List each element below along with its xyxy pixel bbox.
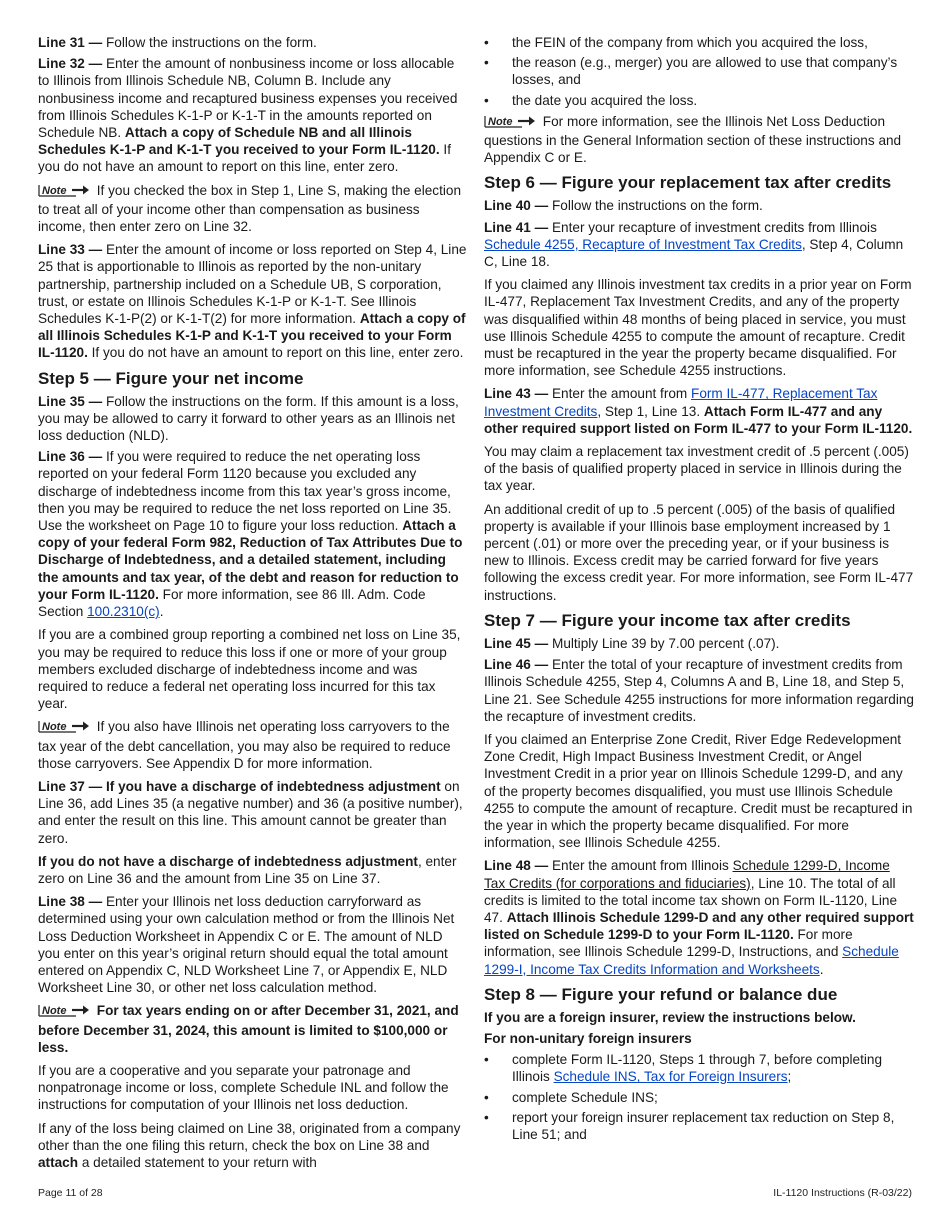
note-line-32: Note If you checked the box in Step 1, Line S, making the election to treat all of your income other than compensation as business income, then enter zero on Line 32. bbox=[38, 182, 462, 235]
page-number: Page 11 of 28 bbox=[38, 1187, 103, 1199]
list-item: • the FEIN of the company from which you acquired the loss, bbox=[484, 34, 914, 51]
non-unitary-subheading: For non-unitary foreign insurers bbox=[484, 1030, 692, 1046]
other-company-paragraph: If any of the loss being claimed on Line 38, originated from a company other than the one filing this return, check the box on Line 38 and attach a detailed statement to your return with bbox=[38, 1120, 461, 1170]
cooperative-paragraph: If you are a cooperative and you separate your patronage and nonpatronage income or loss, complete Schedule INL and follow the instructions for computation of your Illinois net loss deduction. bbox=[38, 1062, 449, 1113]
note-arrow-icon bbox=[38, 720, 90, 737]
note-limit: Note For tax years ending on or after December 31, 2021, and before December 31, 2024, this amount is limited to $100,000 or less. bbox=[38, 1003, 459, 1055]
line-31: Line 31 — Follow the instructions on the form. bbox=[38, 35, 317, 50]
note-nld: Note For more information, see the Illinois Net Loss Deduction questions in the General Information section of these instructions and Appendix C or E. bbox=[484, 113, 902, 166]
step-7-heading: Step 7 — Figure your income tax after credits bbox=[484, 610, 851, 630]
right-column bbox=[484, 34, 914, 1147]
svg-text:Note: Note bbox=[488, 115, 513, 128]
schedule-4255-link[interactable]: Schedule 4255, Recapture of Investment Tax Credits bbox=[484, 236, 802, 252]
note-arrow-icon bbox=[38, 184, 90, 201]
enterprise-zone-paragraph: If you claimed an Enterprise Zone Credit, River Edge Redevelopment Zone Credit, High Impact Business Investment Credit, or Angel Investment Credit in a prior year on Illinois Schedule 1299-D, and any of the property becomes disqualified, you must use Illinois Schedule 4255 to compute the amount of recapture. Credit must be recaptured in the year in which the property became disqualified. For more information, see Illinois Schedule 4255. bbox=[484, 731, 913, 851]
admin-code-link[interactable]: 100.2310(c) bbox=[87, 604, 160, 620]
line-45: Line 45 — Multiply Line 39 by 7.00 percent (.07). bbox=[484, 635, 780, 651]
list-item: • complete Schedule INS; bbox=[484, 1089, 914, 1106]
no-discharge-paragraph: If you do not have a discharge of indebtedness adjustment, enter zero on Line 36 and the amount from Line 35 on Line 37. bbox=[38, 853, 457, 886]
svg-text:Note: Note bbox=[42, 184, 67, 197]
svg-text:Note: Note bbox=[42, 721, 67, 734]
list-item: • report your foreign insurer replacement tax reduction on Step 8, Line 51; and bbox=[484, 1109, 914, 1143]
left-column bbox=[38, 34, 468, 1175]
line-38: Line 38 — Enter your Illinois net loss deduction carryforward as determined using your own calculation method or from the Illinois Net Loss Deduction Worksheet in Appendix C or E. The amount of NLD you enter on this year’s original return should equal the total amount entered on Appendix C, NLD Worksheet Line 7, or Appendix E, NLD Worksheet Line 30, or other net loss calculation method. bbox=[38, 894, 455, 996]
schedule-ins-link[interactable]: Schedule INS, Tax for Foreign Insurers bbox=[553, 1069, 788, 1085]
list-item: • the date you acquired the loss. bbox=[484, 92, 914, 109]
svg-text:Note: Note bbox=[42, 1005, 67, 1018]
line-48: Line 48 — Enter the amount from Illinois Schedule 1299-D, Income Tax Credits (for corporations and fiduciaries), Line 10. The total of all credits is limited to the total income tax shown on Form IL-1120, Line 47. Attach Illinois Schedule 1299-D and any other required support listed on Schedule 1299-D to your Form IL-1120. For more information, see Illinois Schedule 1299-D, Instructions, and Schedule 1299-I, Income Tax Credits Information and Worksheets. bbox=[484, 858, 914, 977]
foreign-insurer-list bbox=[484, 1051, 914, 1143]
list-item: • complete Form IL-1120, Steps 1 through 7, before completing Illinois Schedule INS, Tax for Foreign Insurers; bbox=[484, 1051, 914, 1085]
note-carryovers: Note If you also have Illinois net operating loss carryovers to the tax year of the debt cancellation, you may also be required to reduce those carryovers. See Appendix D for more information. bbox=[38, 719, 451, 771]
line-35: Line 35 — Follow the instructions on the form. If this amount is a loss, you may be allowed to carry it forward to other years as an Illinois net loss deduction (NLD). bbox=[38, 393, 459, 444]
note-arrow-icon bbox=[38, 1004, 90, 1021]
foreign-insurer-note: If you are a foreign insurer, review the instructions below. bbox=[484, 1009, 856, 1025]
list-item: • the reason (e.g., merger) you are allowed to use that company’s losses, and bbox=[484, 54, 914, 88]
additional-credit-paragraph: An additional credit of up to .5 percent (.005) of the basis of qualified property is available if your Illinois base employment increased by 1 percent (.01) or more over the preceding year, or if your business is new to Illinois. Excess credit may be carried forward for five years following the excess credit year. For more information, see Form IL-477 instructions. bbox=[484, 501, 914, 603]
line-46: Line 46 — Enter the total of your recapture of investment credits from Illinois Schedule 4255, Step 4, Columns A and B, Line 18, and Step 5, Line 21. See Schedule 4255 instructions for more information regarding the recapture of investment credits. bbox=[484, 657, 914, 724]
form-identifier: IL-1120 Instructions (R-03/22) bbox=[773, 1187, 912, 1199]
il477-paragraph: If you claimed any Illinois investment tax credits in a prior year on Form IL-477, Replacement Tax Investment Credits, and any of the property was disqualified within 48 months of being placed in service, you must use Illinois Schedule 4255 to compute the amount of recapture. Credit must be recaptured in the year the property became disqualified. For more information, see Schedule 4255 instructions. bbox=[484, 277, 912, 379]
step-6-heading: Step 6 — Figure your replacement tax after credits bbox=[484, 173, 892, 193]
line-43: Line 43 — Enter the amount from Form IL-477, Replacement Tax Investment Credits, Step 1, Line 13. Attach Form IL-477 and any other required support listed on Form IL-477 to your Form IL-1120. bbox=[484, 386, 913, 436]
step-5-heading: Step 5 — Figure your net income bbox=[38, 368, 304, 388]
step-8-heading: Step 8 — Figure your refund or balance due bbox=[484, 984, 838, 1004]
line-32: Line 32 — Enter the amount of nonbusiness income or loss allocable to Illinois from Illinois Schedule NB, Column B. Include any nonbusiness income and recaptured business expenses you received from Illinois Schedules K-1-P or K-1-T in the amounts reported on Schedule NB. Attach a copy of Schedule NB and all Illinois Schedules K-1-P and K-1-T you received to your Form IL-1120. If you do not have an amount to report on this line, enter zero. bbox=[38, 56, 458, 175]
line-41: Line 41 — Enter your recapture of investment credits from Illinois Schedule 4255, Recapture of Investment Tax Credits, Step 4, Column C, Line 18. bbox=[484, 219, 904, 270]
line-33: Line 33 — Enter the amount of income or loss reported on Step 4, Line 25 that is apportionable to Illinois as reported by the non-unitary partnership, partnership included on a Schedule UB, S corporation, trust, or estate on Illinois Schedules K-1-P or K-1-T. See Illinois Schedules K-1-P(2) or K-1-T(2) for more information. Attach a copy of all Illinois Schedules K-1-P and K-1-T you received to your Form IL-1120. If you do not have an amount to report on this line, enter zero. bbox=[38, 242, 467, 361]
line-37: Line 37 — If you have a discharge of indebtedness adjustment on Line 36, add Lines 35 (a negative number) and 36 (a positive number), and enter the result on this line. This amount cannot be greater than zero. bbox=[38, 778, 463, 846]
line-40: Line 40 — Follow the instructions on the form. bbox=[484, 198, 763, 214]
line-36: Line 36 — If you were required to reduce the net operating loss reported on your federal Form 1120 because you excluded any discharge of indebtedness income from this tax year’s gross income, then you may be required to reduce the net loss reported on Line 35. Use the worksheet on Page 10 to figure your loss reduction. Attach a copy of your federal Form 982, Reduction of Tax Attributes Due to Discharge of Indebtedness, and a detailed statement, including the amounts and tax year, of the debt and reason for reduction to your Form IL-1120. For more information, see 86 Ill. Adm. Code Section 100.2310(c). bbox=[38, 449, 463, 620]
combined-group-paragraph: If you are a combined group reporting a combined net loss on Line 35, you may be required to reduce this loss if one or more of your group members excluded discharge of indebtedness income and was required to reduce a federal net operating loss incurred for this tax year. bbox=[38, 627, 461, 712]
schedule-1299i-link[interactable]: Schedule 1299-I, Income Tax Credits Information and Worksheets bbox=[484, 944, 899, 977]
schedule-1299d-reference[interactable]: Schedule 1299-D, Income Tax Credits (for corporations and fiduciaries) bbox=[484, 858, 890, 891]
claim-credit-paragraph: You may claim a replacement tax investment credit of .5 percent (.005) of the basis of qualified property placed in service in Illinois during the tax year. bbox=[484, 444, 909, 494]
form-il477-link[interactable]: Form IL-477, Replacement Tax Investment Credits bbox=[484, 386, 878, 419]
loss-details-list bbox=[484, 34, 914, 109]
note-arrow-icon bbox=[484, 115, 536, 132]
